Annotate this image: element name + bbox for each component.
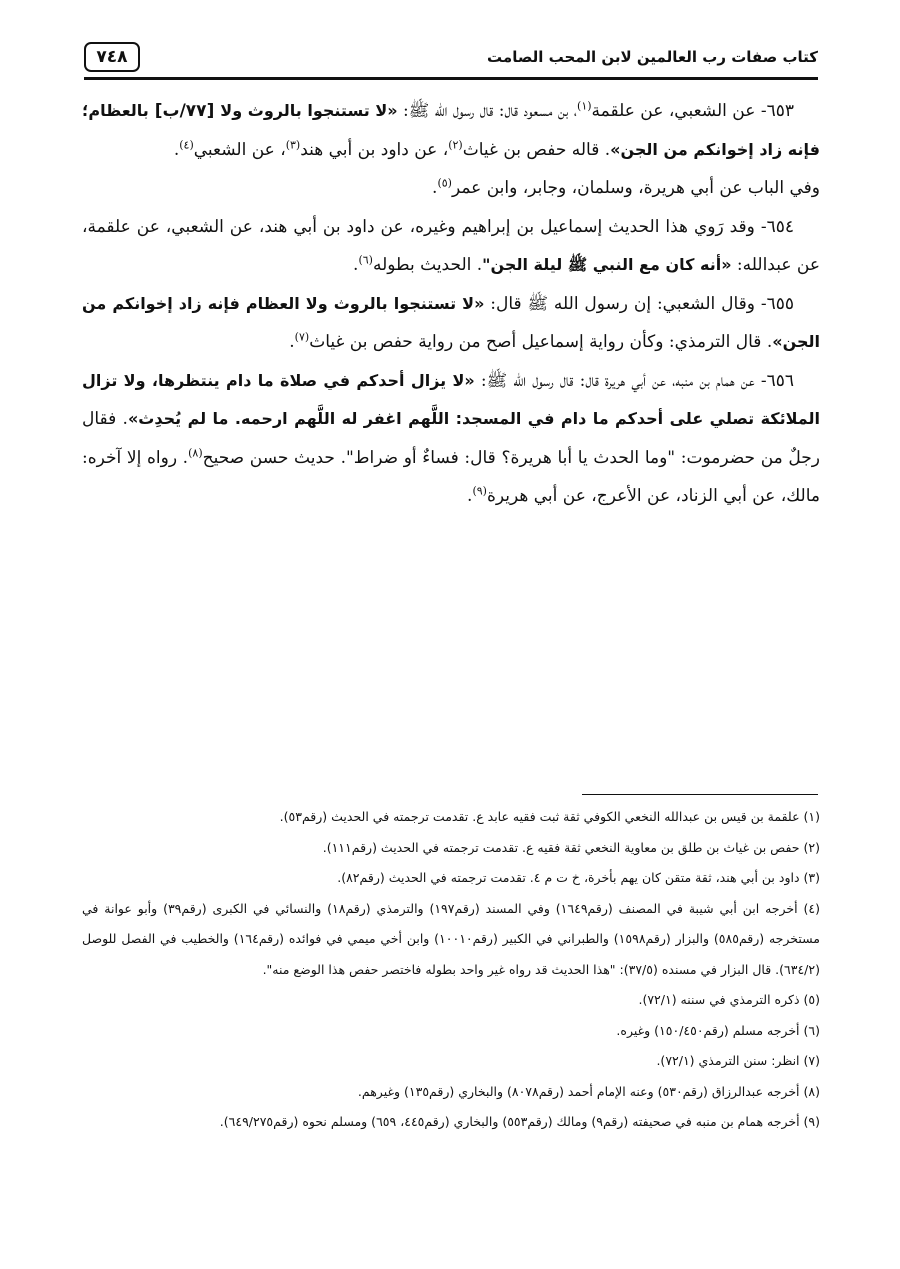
- footnote-5: (٥) ذكره الترمذي في سننه (٧٢/١).: [638, 992, 820, 1007]
- book-title: كتاب صفات رب العالمين لابن المحب الصامت: [487, 48, 818, 66]
- footnote-ref: (٦): [358, 253, 373, 267]
- main-text: [82, 92, 820, 516]
- footnote-separator: [582, 794, 818, 795]
- text-span: . الحديث بطوله: [372, 255, 483, 275]
- text-span: . قال الترمذي: وكأن رواية إسماعيل أصح من رواية حفص بن غياث: [309, 332, 773, 352]
- hadith-quote: «لا تستنجوا بالروث ولا العظام فإنه زاد إخوانكم من الجن»: [82, 293, 820, 351]
- text-span: ٦٥٥- وقال الشعبي: إن رسول الله ﷺ قال:: [484, 293, 794, 314]
- hadith-quote: بالعظام؛ فإنه زاد إخوانكم من الجن»: [82, 101, 820, 159]
- footnote-ref: (٥): [437, 176, 452, 190]
- text-span: ٦٥٦- عن همام بن منبه، عن أبي هريرة قال: قال رسول الله ﷺ:: [474, 370, 794, 391]
- footnote-7: (٧) انظر: سنن الترمذي (٧٢/١).: [656, 1053, 820, 1068]
- hadith-quote: «لا تستنجوا بالروث ولا: [220, 101, 398, 120]
- text-span: وفي الباب عن أبي هريرة، وسلمان، وجابر، وابن عمر: [451, 178, 820, 198]
- footnote-6: (٦) أخرجه مسلم (رقم١٥٠/٤٥٠) وغيره.: [616, 1022, 820, 1038]
- text-span: . قاله حفص بن غياث: [462, 139, 611, 160]
- footnotes: [82, 802, 820, 1138]
- footnote-ref: (٩): [472, 484, 487, 498]
- text-span: .: [173, 139, 180, 160]
- text-span: ، عن الشعبي: [193, 139, 286, 160]
- page-header: [84, 42, 818, 74]
- paragraph-653: [82, 92, 820, 169]
- text-span: .: [353, 255, 359, 275]
- text-span: .: [467, 486, 473, 506]
- footnote-9: (٩) أخرجه همام بن منبه في صحيفته (رقم٩) ومالك (رقم٥٥٣) والبخاري (رقم٤٤٥، ٦٥٩) ومسلم نحوه (رقم٦٤٩/٢٧٥).: [219, 1114, 820, 1129]
- text-span: ، عن داود بن أبي هند: [300, 139, 449, 160]
- text-span: ، بن مسعود قال: قال رسول الله ﷺ:: [397, 101, 578, 121]
- footnote-4: (٤) أخرجه ابن أبي شيبة في المصنف (رقم١٦٤٩) وفي المسند (رقم١٩٧) والترمذي (رقم١٨) والنسائي في الكبرى (رقم٣٩) وأبو عوانة في مستخرجه (رقم٥٨٥) والبزار (رقم١٥٩٨) والطبراني في الكبير (رقم١٠٠١٠) وابن أخي ميمي في فوائده (رقم١٦٤) والخطيب في الفصل للوصل (٦٣٤/٢). قال البزار في مسنده (٣٧/٥): "هذا الحديث قد رواه غير واحد بطوله فاختصر حفص هذا الوضع منه".: [82, 900, 820, 977]
- text-span: .: [432, 178, 438, 198]
- manuscript-ref: [٧٧/ب]: [148, 101, 221, 121]
- header-rule: [84, 77, 818, 80]
- footnote-8: (٨) أخرجه عبدالرزاق (رقم٥٣٠) وعنه الإمام أحمد (رقم٨٠٧٨) والبخاري (رقم١٣٥) وغيرهم.: [357, 1083, 820, 1099]
- paragraph-656: [82, 362, 820, 516]
- text-span: ٦٥٣- عن الشعبي، عن علقمة: [591, 101, 794, 121]
- text-span: ٦٥٤- وقد رَوي هذا الحديث إسماعيل بن إبراهيم وغيره، عن داود بن أبي هند، عن الشعبي، عن علقمة، عن عبدالله:: [82, 216, 820, 275]
- footnote-ref: (٧): [294, 330, 310, 344]
- footnote-ref: (٤): [179, 137, 194, 151]
- paragraph-bab: [82, 169, 820, 208]
- paragraph-654: [82, 208, 820, 285]
- footnote-ref: (٢): [448, 137, 463, 151]
- hadith-quote: «لا يزال أحدكم في صلاة ما دام ينتظرها، ولا تزال الملائكة تصلي على أحدكم ما دام في المسجد: اللَّهم اغفر له اللَّهم ارحمه. ما لم يُحدِث»: [82, 370, 820, 428]
- footnote-3: (٣) داود بن أبي هند، ثقة متقن كان يهم بأخرة، خ ت م ٤. تقدمت ترجمته في الحديث (رقم٨٢).: [337, 870, 820, 885]
- footnote-1: (١) علقمة بن قيس بن عبدالله النخعي الكوفي ثقة ثبت فقيه عابد ع. تقدمت ترجمته في الحديث (رقم٥٣).: [279, 809, 820, 824]
- footnote-ref: (٣): [285, 137, 301, 151]
- paragraph-655: [82, 285, 820, 362]
- text-span: .: [289, 332, 295, 352]
- footnote-2: (٢) حفص بن غياث بن طلق بن معاوية النخعي ثقة فقيه ع. تقدمت ترجمته في الحديث (رقم١١١).: [322, 839, 820, 855]
- page-number: ٧٤٨: [84, 42, 140, 72]
- hadith-quote: «أنه كان مع النبي ﷺ ليلة الجن": [482, 255, 732, 274]
- text-span: . رواه إلا آخره: مالك، عن أبي الزناد، عن الأعرج، عن أبي هريرة: [82, 447, 820, 506]
- footnote-ref: (٨): [188, 445, 203, 459]
- text-span: . فقال رجلٌ من حضرموت: "وما الحدث يا أبا هريرة؟ قال: فساءٌ أو ضراط". حديث حسن صحيح: [82, 409, 820, 468]
- footnote-ref: (١): [577, 99, 592, 113]
